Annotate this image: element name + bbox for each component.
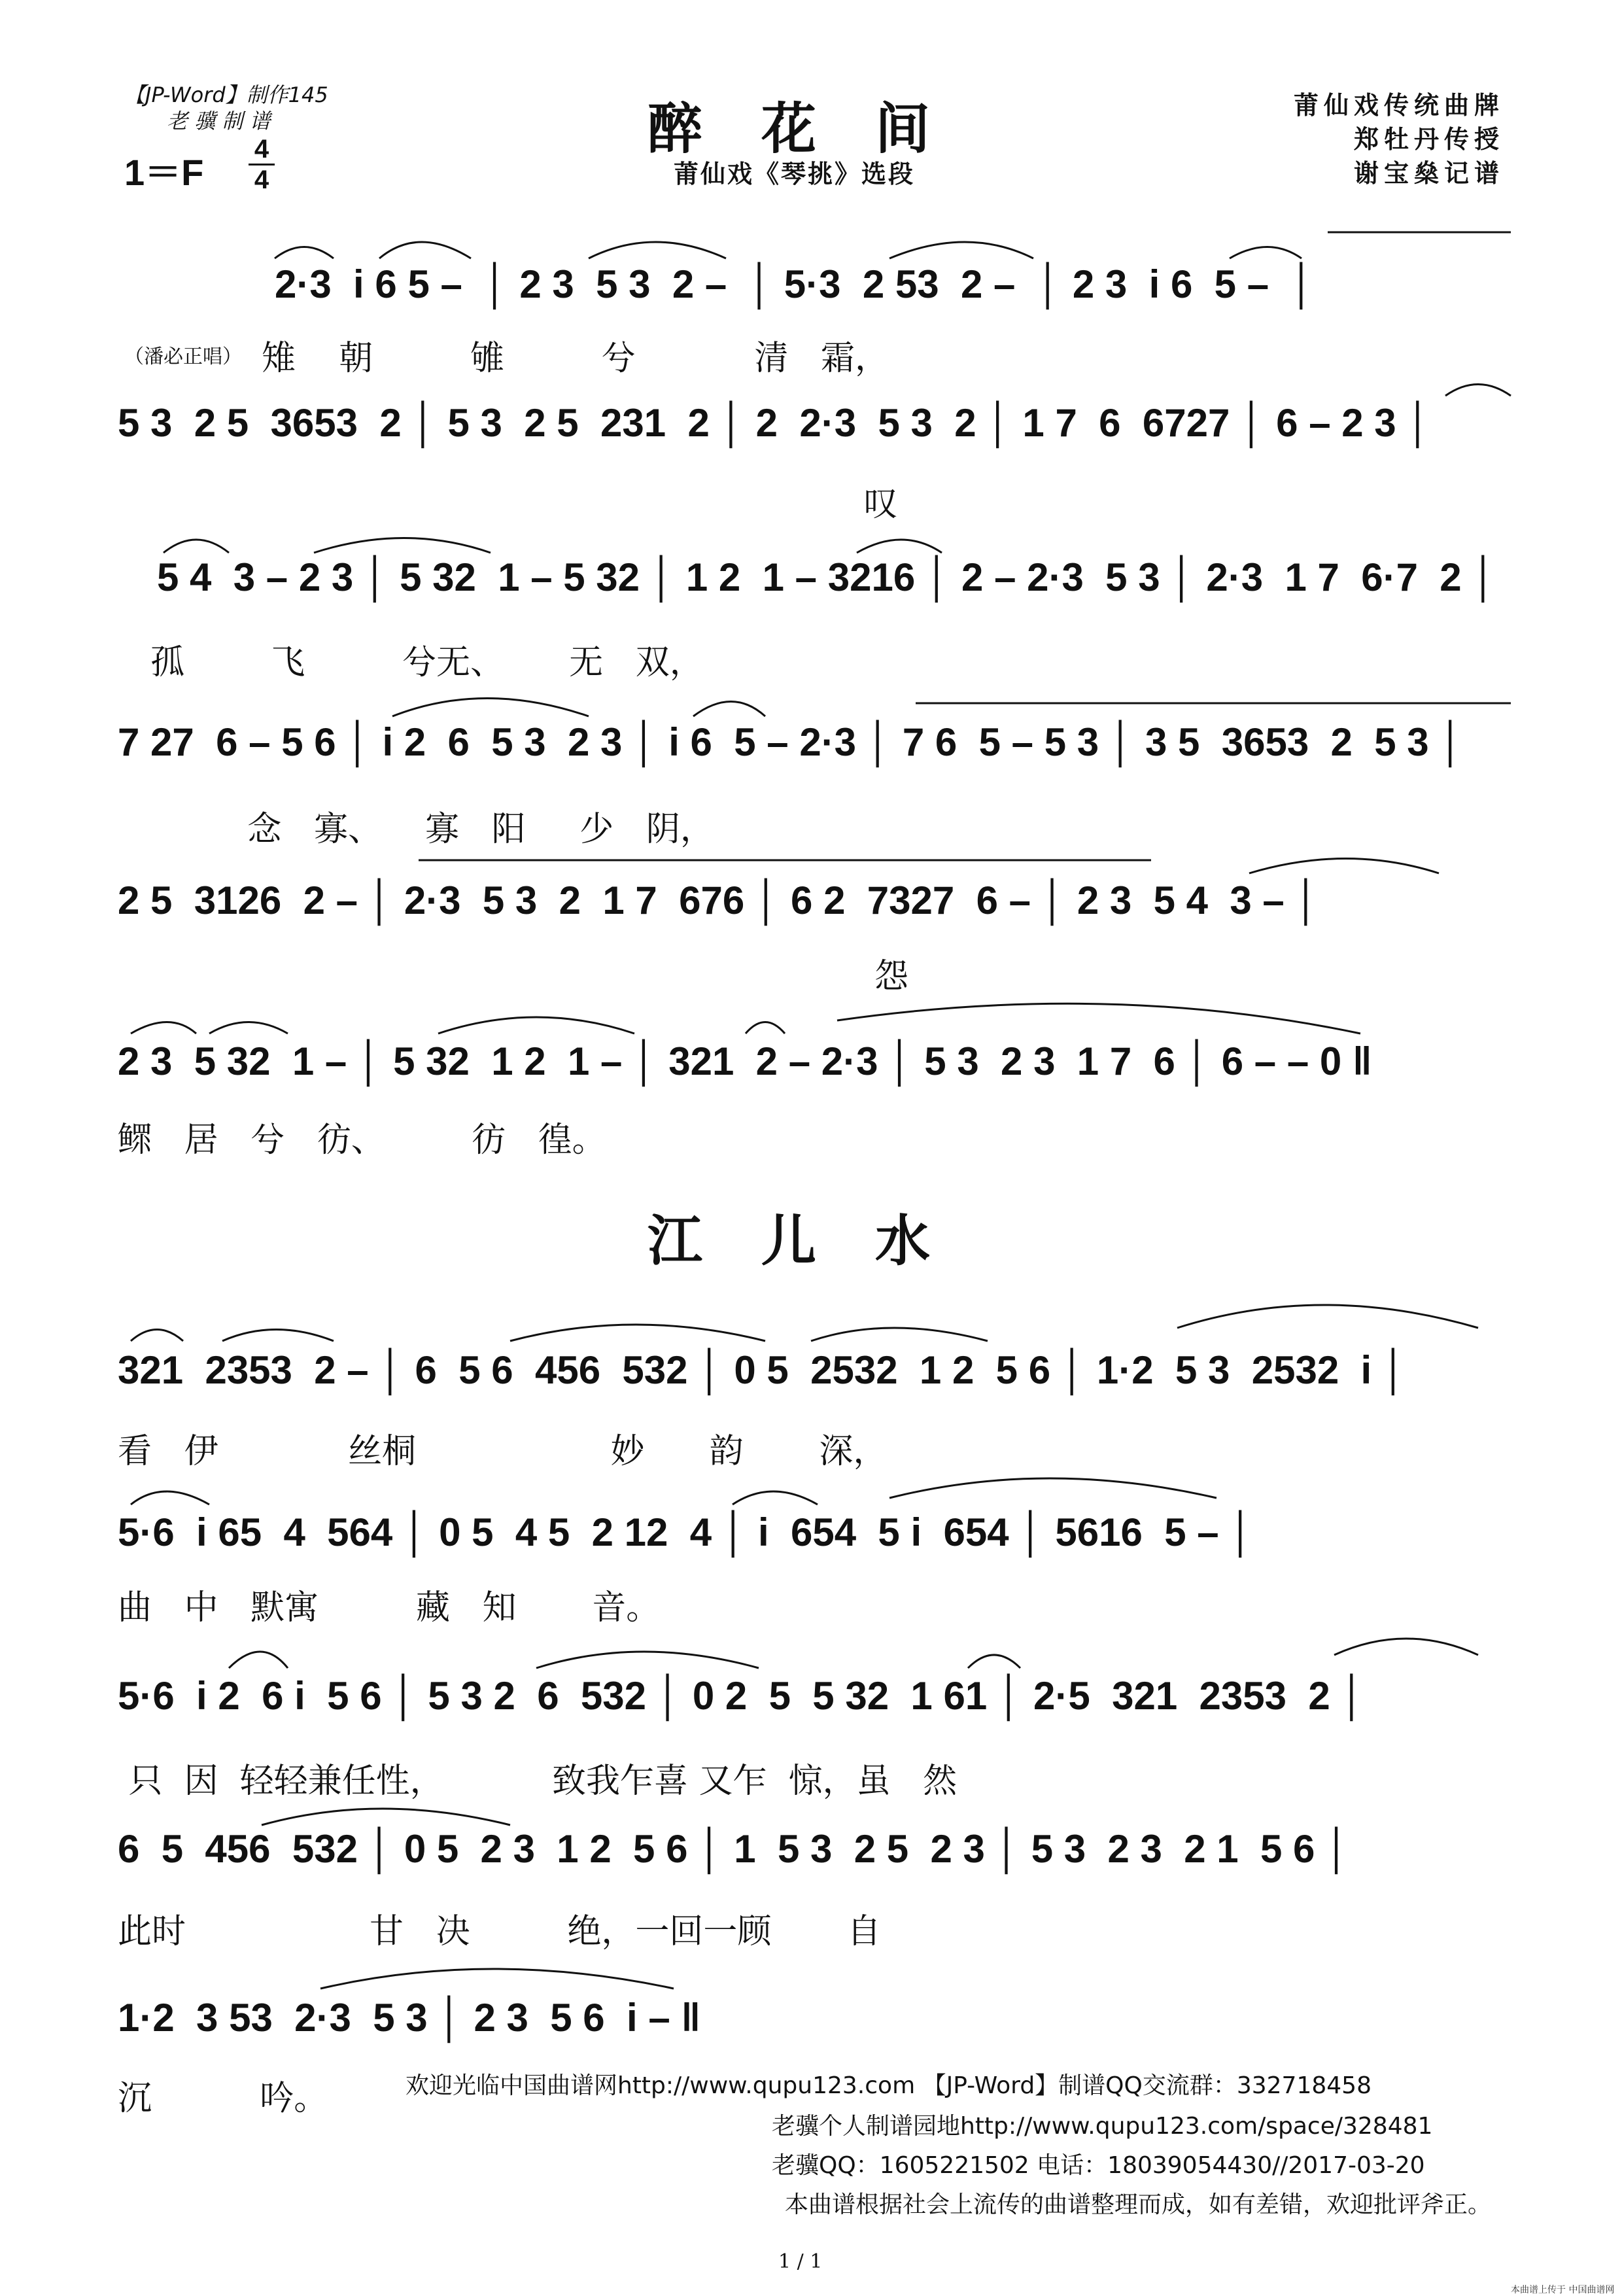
- slur: [536, 1652, 759, 1668]
- song2-row-5-notes: 1·2 3 53 2·3 5 3 │ 2 3 5 6 i – ‖: [118, 1996, 701, 2040]
- song1-row-4-lyrics: 念 寡、 寡 阳 少 阴，: [118, 810, 714, 849]
- song2-row-5-lyrics: 沉 吟。: [118, 2079, 328, 2118]
- slur: [1445, 385, 1511, 396]
- footer-line-3: 老骥QQ：1605221502 电话：18039054430//2017-03-20: [772, 2152, 1425, 2179]
- slur: [275, 247, 334, 259]
- slur: [746, 1022, 785, 1034]
- slur: [229, 1652, 288, 1668]
- song2-row-2-lyrics: 曲 中 默寓 藏 知 音。: [118, 1588, 661, 1627]
- slur: [392, 699, 589, 717]
- song1-row-6-notes: 2 3 5 32 1 – │ 5 32 1 2 1 – │ 321 2 – 2·3 │ 5 3 2 3 1 7 6 │ 6 – – 0 ‖: [118, 1039, 1372, 1083]
- slur: [131, 1491, 209, 1505]
- slur: [131, 1022, 196, 1034]
- song2-row-3-notes: 5·6 i 2 6 i 5 6 │ 5 3 2 6 532 │ 0 2 5 5 32 1 61 │ 2·5 321 2353 2 │: [118, 1674, 1366, 1718]
- song1-row-2-lyrics: 叹: [118, 485, 898, 524]
- slur: [589, 242, 726, 258]
- slur: [889, 1478, 1216, 1498]
- song1-row-6-lyrics: 鳏 居 兮 彷、 彷 徨。: [118, 1121, 606, 1160]
- time-signature: 4 4: [249, 136, 275, 193]
- maker-name: 老 骥 制 谱: [167, 109, 271, 133]
- song2-title: 江儿水: [647, 1208, 990, 1273]
- slur: [438, 1017, 634, 1034]
- page-number: 1 / 1: [778, 2250, 823, 2273]
- slur: [811, 1328, 988, 1341]
- slur: [889, 242, 1033, 258]
- song1-row-4-notes: 7 27 6 – 5 6 │ i 2 6 5 3 2 3 │ i 6 5 – 2·3 │ 7 6 5 – 5 3 │ 3 5 3653 2 5 3 │: [118, 720, 1464, 764]
- song2-row-4-notes: 6 5 456 532 │ 0 5 2 3 1 2 5 6 │ 1 5 3 2 5 2 3 │ 5 3 2 3 2 1 5 6 │: [118, 1827, 1351, 1871]
- slur: [131, 1330, 183, 1342]
- slur: [968, 1655, 1020, 1668]
- slur: [1249, 859, 1439, 874]
- song1-title: 醉花间: [647, 96, 990, 161]
- footer-line-1: 欢迎光临中国曲谱网http://www.qupu123.com 【JP-Word】制谱QQ交流群：332718458: [406, 2072, 1372, 2099]
- slur: [222, 1330, 334, 1342]
- footer-line-2: 老骥个人制谱园地http://www.qupu123.com/space/328481: [772, 2113, 1433, 2140]
- slur: [1334, 1639, 1478, 1655]
- slur: [209, 1022, 288, 1034]
- credit-2: 郑牡丹传授: [1353, 124, 1504, 154]
- song2-row-2-notes: 5·6 i 65 4 564 │ 0 5 4 5 2 12 4 │ i 654 5 i 654 │ 5616 5 – │: [118, 1510, 1254, 1554]
- song1-subtitle: 莆仙戏《琴挑》选段: [674, 159, 916, 188]
- song2-row-1-lyrics: 看 伊 丝桐 妙 韵 深，: [118, 1432, 888, 1471]
- song2-row-1-notes: 321 2353 2 – │ 6 5 6 456 532 │ 0 5 2532 1 2 5 6 │ 1·2 5 3 2532 i │: [118, 1348, 1407, 1392]
- credit-3: 谢宝燊记谱: [1353, 158, 1504, 188]
- key-signature: 1＝F: [124, 152, 204, 193]
- song2-row-3-lyrics: 只 因 轻轻兼任性， 致我乍喜 又乍 惊，虽 然: [118, 1762, 958, 1801]
- footer-line-4: 本曲谱根据社会上流传的曲谱整理而成，如有差错，欢迎批评斧正。: [785, 2191, 1492, 2218]
- slur: [1177, 1305, 1478, 1328]
- slur: [510, 1325, 765, 1341]
- slur: [733, 1491, 818, 1505]
- upload-stamp: 本曲谱上传于 中国曲谱网: [1511, 2285, 1615, 2295]
- song1-row-1-lyrics: 雉 朝 雊 兮 清 霜，: [262, 339, 889, 378]
- slur: [379, 242, 471, 258]
- song1-row-3-lyrics: 孤 飞 兮无、 无 双，: [150, 643, 704, 682]
- song1-row-3-notes: 5 4 3 – 2 3 │ 5 32 1 – 5 32 │ 1 2 1 – 3216 │ 2 – 2·3 5 3 │ 2·3 1 7 6·7 2 │: [157, 555, 1497, 599]
- slur: [693, 702, 765, 717]
- song1-row-5-notes: 2 5 3126 2 – │ 2·3 5 3 2 1 7 676 │ 6 2 7327 6 – │ 2 3 5 4 3 – │: [118, 878, 1320, 922]
- slur: [262, 1809, 510, 1825]
- song1-row-2-notes: 5 3 2 5 3653 2 │ 5 3 2 5 231 2 │ 2 2·3 5 3 2 │ 1 7 6 6727 │ 6 – 2 3 │: [118, 401, 1432, 445]
- slur: [164, 540, 229, 553]
- credit-1: 莆仙戏传统曲牌: [1293, 90, 1504, 120]
- slur: [320, 1969, 674, 1989]
- slur: [1230, 247, 1302, 259]
- song1-row-1-notes: 2·3 i 6 5 – │ 2 3 5 3 2 – │ 5·3 2 53 2 – │ 2 3 i 6 5 – │: [275, 262, 1315, 306]
- singer-note: （潘必正唱）: [124, 345, 242, 368]
- song2-row-4-lyrics: 此时 甘 决 绝，一回一顾 自: [118, 1912, 882, 1951]
- maker-credit: 【JP-Word】制作145: [124, 82, 328, 107]
- song1-row-5-lyrics: 怨: [118, 957, 909, 996]
- slur: [314, 538, 491, 553]
- slur: [857, 540, 942, 553]
- slur: [837, 1003, 1360, 1034]
